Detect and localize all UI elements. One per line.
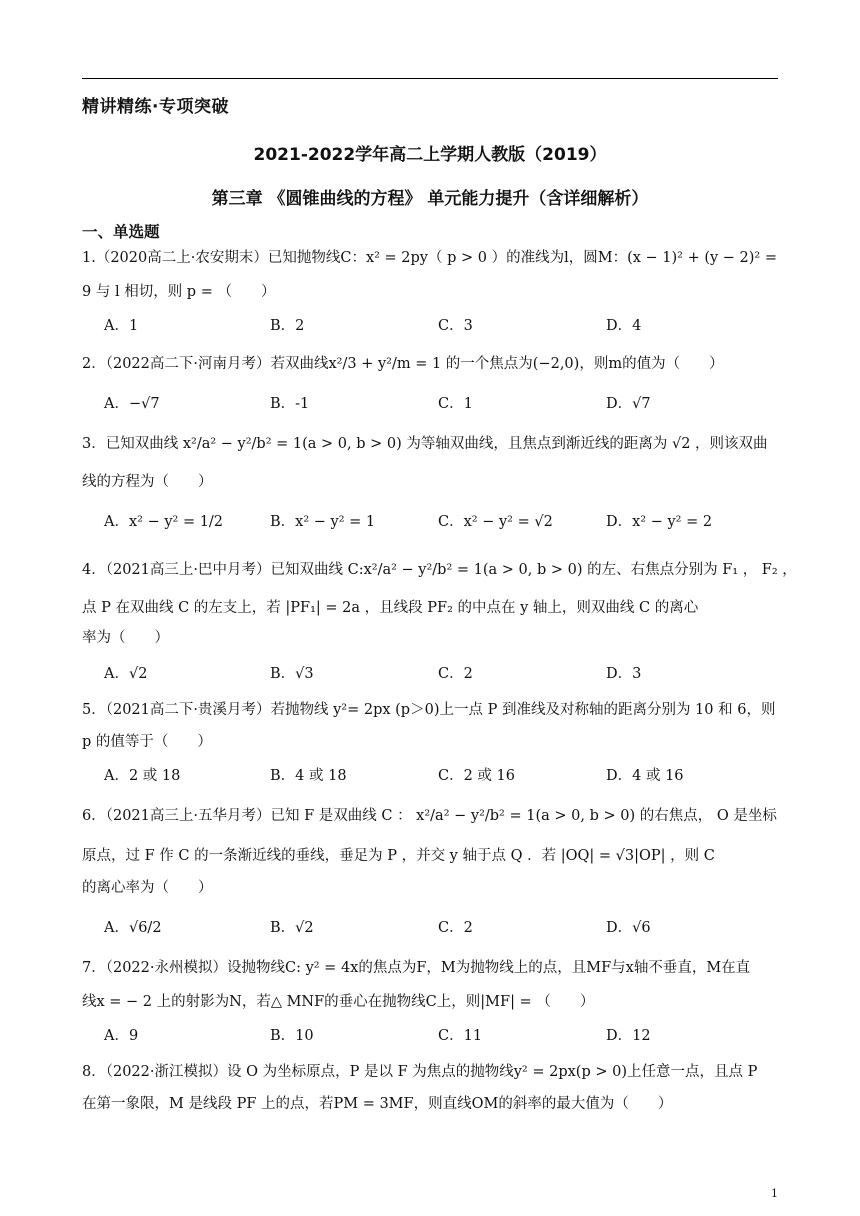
question-1-line-2: 9 与 l 相切，则 p = （ ） (82, 284, 276, 300)
option-d: D．√7 (606, 396, 651, 412)
option-a: A．x² − y² = 1/2 (104, 514, 224, 530)
option-b: B．√2 (270, 920, 314, 936)
question-6-line-3: 的离心率为（ ） (82, 880, 213, 896)
option-c: C．2 (438, 666, 473, 682)
question-4-line-1: 4．（2021高三上·巴中月考）已知双曲线 C:x²/a² − y²/b² = 1(a > 0, b > 0) 的左、右焦点分别为 F₁ ， F₂ ， (82, 562, 797, 578)
question-4-line-2: 点 P 在双曲线 C 的左支上，若 |PF₁| = 2a ，且线段 PF₂ 的中点在 y 轴上，则双曲线 C 的离心 (82, 600, 699, 616)
option-a: A．9 (104, 1028, 139, 1044)
option-d: D．3 (606, 666, 642, 682)
question-5-line-2: p 的值等于（ ） (82, 734, 212, 750)
option-a: A．√2 (104, 666, 148, 682)
option-a: A．√6/2 (104, 920, 162, 936)
question-2-line-1: 2．（2022高二下·河南月考）若双曲线x²/3 + y²/m = 1 的一个焦点为(−2,0)，则m的值为（ ） (82, 356, 724, 372)
header-label: 精讲精练·专项突破 (82, 97, 229, 117)
option-a: A．−√7 (104, 396, 160, 412)
option-c: C．2 (438, 920, 473, 936)
option-d: D．12 (606, 1028, 651, 1044)
question-3-line-2: 线的方程为（ ） (82, 474, 213, 490)
question-3-line-1: 3．已知双曲线 x²/a² − y²/b² = 1(a > 0, b > 0) 为等轴双曲线，且焦点到渐近线的距离为 √2 ，则该双曲 (82, 436, 768, 452)
question-7-line-1: 7．（2022·永州模拟）设抛物线C: y² = 4x的焦点为F，M为抛物线上的点，且MF与x轴不垂直，M在直 (82, 960, 751, 976)
option-d: D．x² − y² = 2 (606, 514, 713, 530)
document-title-line2: 第三章 《圆锥曲线的方程》 单元能力提升（含详细解析） (211, 189, 649, 209)
header-rule (82, 78, 778, 79)
question-5-line-1: 5．（2021高二下·贵溪月考）若抛物线 y²= 2px (p＞0)上一点 P 到准线及对称轴的距离分别为 10 和 6，则 (82, 702, 776, 718)
option-b: B．-1 (270, 396, 310, 412)
option-b: B．4 或 18 (270, 768, 347, 784)
option-c: C．1 (438, 396, 473, 412)
option-b: B．10 (270, 1028, 314, 1044)
option-d: D．4 或 16 (606, 768, 684, 784)
option-b: B．x² − y² = 1 (270, 514, 376, 530)
option-a: A．2 或 18 (104, 768, 181, 784)
question-1-line-1: 1.（2020高二上·农安期末）已知抛物线C：x² = 2py（ p > 0 ）的准线为l，圆M：(x − 1)² + (y − 2)² = (82, 250, 778, 266)
question-8-line-2: 在第一象限，M 是线段 PF 上的点，若PM = 3MF，则直线OM的斜率的最大值为（ ） (82, 1096, 673, 1112)
question-7-line-2: 线x = − 2 上的射影为N，若△ MNF的垂心在抛物线C上，则|MF| = （ ） (82, 994, 595, 1010)
document-title-line1: 2021-2022学年高二上学期人教版（2019） (253, 145, 607, 165)
option-c: C．3 (438, 318, 473, 334)
page-number: 1 (771, 1187, 778, 1200)
option-c: C．2 或 16 (438, 768, 515, 784)
option-d: D．√6 (606, 920, 651, 936)
option-a: A．1 (104, 318, 139, 334)
question-6-line-1: 6．（2021高三上·五华月考）已知 F 是双曲线 C ： x²/a² − y²/b² = 1(a > 0, b > 0) 的右焦点， O 是坐标 (82, 808, 777, 824)
question-4-line-3: 率为（ ） (82, 630, 169, 646)
question-6-line-2: 原点，过 F 作 C 的一条渐近线的垂线，垂足为 P ，并交 y 轴于点 Q ．若 |OQ| = √3|OP| ，则 C (82, 848, 715, 864)
option-b: B．√3 (270, 666, 314, 682)
option-c: C．11 (438, 1028, 483, 1044)
section-heading: 一、单选题 (82, 223, 160, 241)
question-8-line-1: 8．（2022·浙江模拟）设 O 为坐标原点，P 是以 F 为焦点的抛物线y² = 2px(p > 0)上任意一点，且点 P (82, 1064, 758, 1080)
option-c: C．x² − y² = √2 (438, 514, 553, 530)
option-b: B．2 (270, 318, 305, 334)
option-d: D．4 (606, 318, 642, 334)
